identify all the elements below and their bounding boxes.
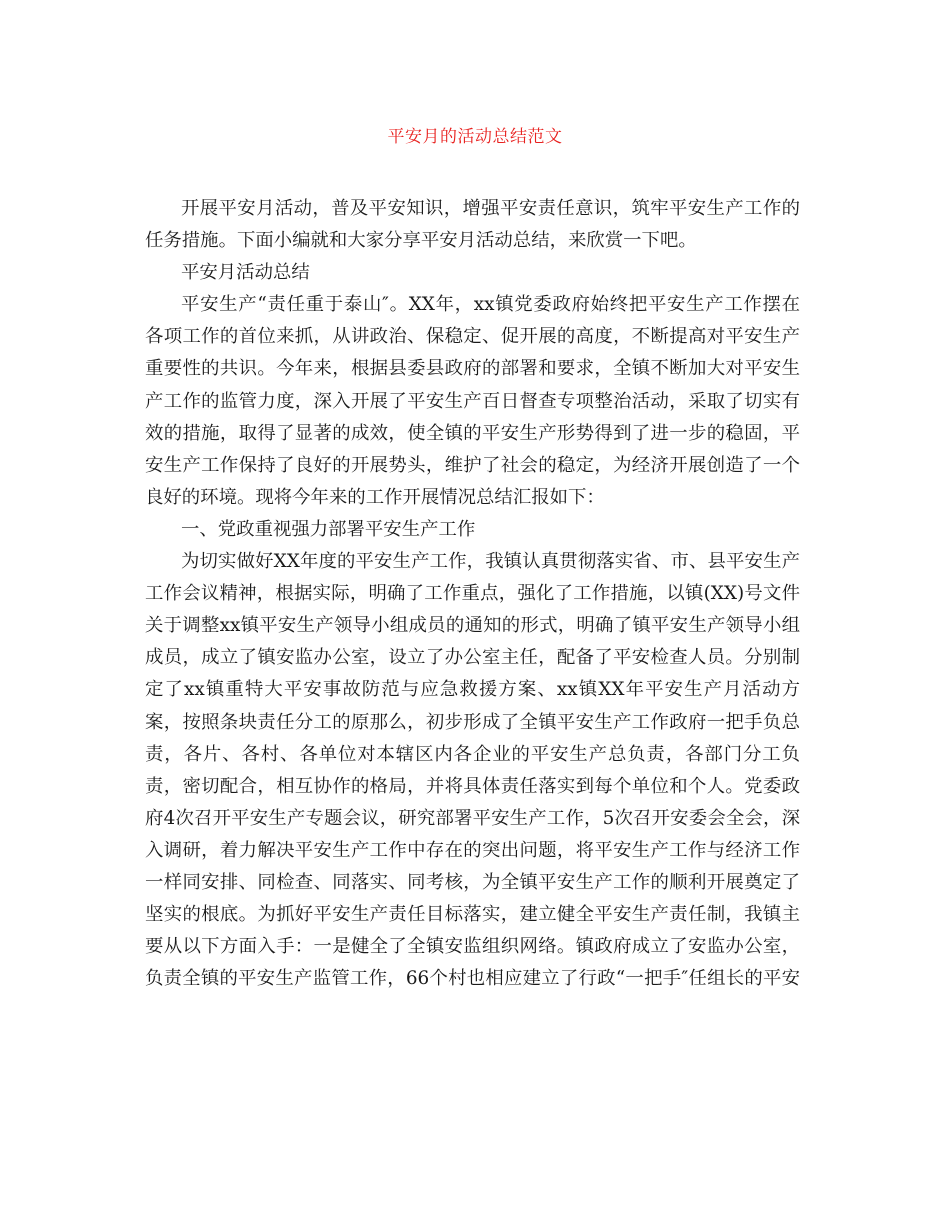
text-line: 工作会议精神，根据实际，明确了工作重点，强化了工作措施，以镇(XX)号文件 xyxy=(145,583,800,605)
document-body xyxy=(145,193,800,995)
text-line: 要从以下方面入手：一是健全了全镇安监组织网络。镇政府成立了安监办公室， xyxy=(145,936,800,958)
text-line: 各项工作的首位来抓，从讲政治、保稳定、促开展的高度，不断提高对平安生产 xyxy=(145,326,800,348)
text-line: 良好的环境。现将今年来的工作开展情况总结汇报如下： xyxy=(145,486,605,508)
text-line: 安生产工作保持了良好的开展势头，维护了社会的稳定，为经济开展创造了一个 xyxy=(145,454,800,476)
text-line: 开展平安月活动，普及平安知识，增强平安责任意识，筑牢平安生产工作的 xyxy=(181,198,800,219)
text-line: 府4次召开平安生产专题会议，研究部署平安生产工作，5次召开安委会全会，深 xyxy=(145,807,800,829)
text-line: 成员，成立了镇安监办公室，设立了办公室主任，配备了平安检查人员。分别制 xyxy=(145,647,800,669)
document-title: 平安月的活动总结范文 xyxy=(387,127,563,147)
text-line: 平安生产“责任重于泰山″。XX年，xx镇党委政府始终把平安生产工作摆在 xyxy=(181,294,800,316)
text-line: 任务措施。下面小编就和大家分享平安月活动总结，来欣赏一下吧。 xyxy=(145,230,697,252)
text-line: 责，各片、各村、各单位对本辖区内各企业的平安生产总负责，各部门分工负 xyxy=(145,743,800,765)
text-line: 坚实的根底。为抓好平安生产责任目标落实，建立健全平安生产责任制，我镇主 xyxy=(145,904,800,926)
text-line: 责，密切配合，相互协作的格局，并将具体责任落实到每个单位和个人。党委政 xyxy=(145,775,800,797)
text-line: 一、党政重视强力部署平安生产工作 xyxy=(181,518,476,540)
text-line: 重要性的共识。今年来，根据县委县政府的部署和要求，全镇不断加大对平安生 xyxy=(145,358,800,380)
text-line: 负责全镇的平安生产监管工作，66个村也相应建立了行政“一把手″任组长的平安 xyxy=(145,968,800,990)
text-line: 效的措施，取得了显著的成效，使全镇的平安生产形势得到了进一步的稳固，平 xyxy=(145,422,800,444)
text-line: 为切实做好XX年度的平安生产工作，我镇认真贯彻落实省、市、县平安生产 xyxy=(181,551,800,573)
text-line: 案，按照条块责任分工的原那么，初步形成了全镇平安生产工作政府一把手负总 xyxy=(145,711,800,733)
text-line: 一样同安排、同检查、同落实、同考核，为全镇平安生产工作的顺利开展奠定了 xyxy=(145,871,800,893)
text-line: 定了xx镇重特大平安事故防范与应急救援方案、xx镇XX年平安生产月活动方 xyxy=(145,679,800,701)
text-line: 产工作的监管力度，深入开展了平安生产百日督查专项整治活动，采取了切实有 xyxy=(145,390,800,412)
text-line: 入调研，着力解决平安生产工作中存在的突出问题，将平安生产工作与经济工作 xyxy=(145,839,800,861)
text-line: 平安月活动总结 xyxy=(181,262,310,284)
text-line: 关于调整xx镇平安生产领导小组成员的通知的形式，明确了镇平安生产领导小组 xyxy=(145,615,800,637)
